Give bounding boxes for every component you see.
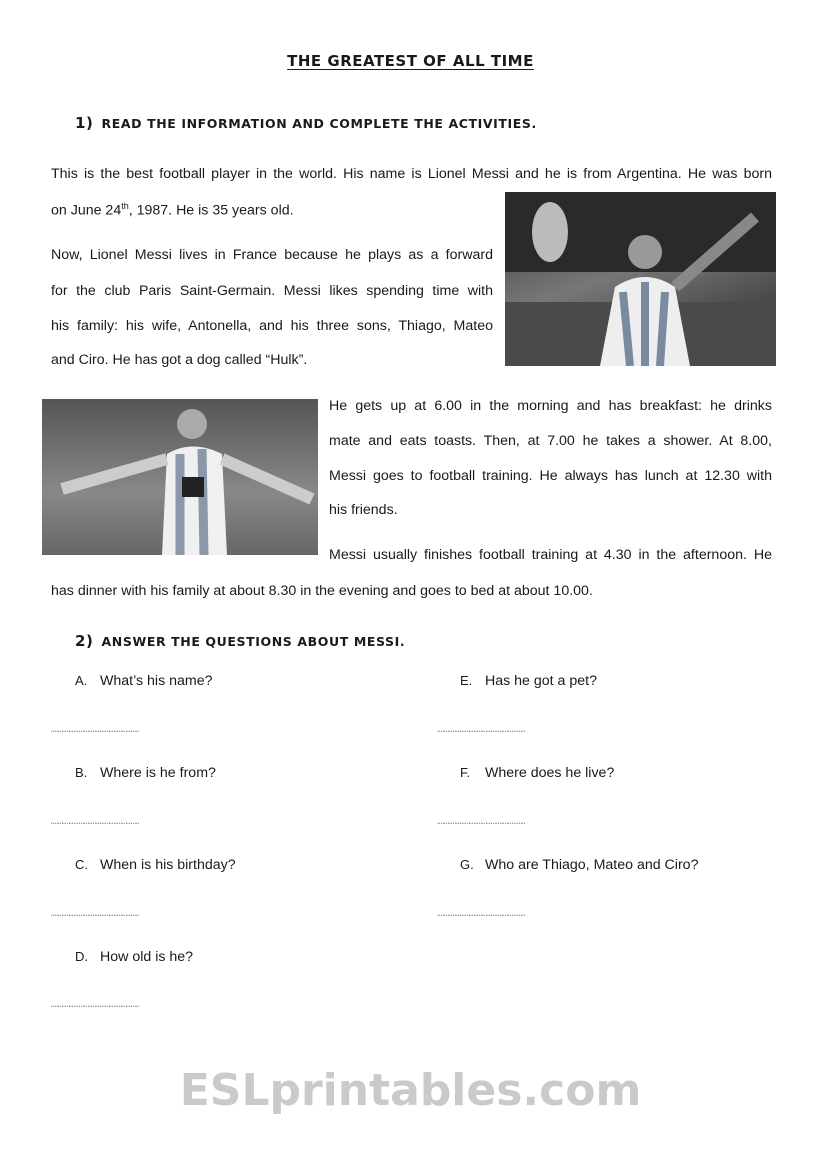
paragraph2-line: Now, Lionel Messi lives in France because he plays as a forward bbox=[51, 247, 493, 263]
question-letter: G. bbox=[460, 857, 474, 872]
paragraph3-line: He gets up at 6.00 in the morning and has breakfast: he drinks bbox=[329, 398, 772, 414]
photo-illustration bbox=[505, 192, 776, 366]
photo-illustration bbox=[42, 399, 318, 555]
question-text: Where is he from? bbox=[100, 765, 216, 781]
answer-line-c[interactable]: …………………………………………… bbox=[51, 904, 140, 919]
page-title bbox=[0, 52, 821, 70]
paragraph2-line: his family: his wife, Antonella, and his three sons, Thiago, Mateo bbox=[51, 318, 493, 334]
question-letter: C. bbox=[75, 857, 88, 872]
paragraph3-line: Messi goes to football training. He always has lunch at 12.30 with bbox=[329, 468, 772, 484]
question-b bbox=[75, 765, 216, 781]
question-letter: B. bbox=[75, 765, 88, 780]
question-text: Has he got a pet? bbox=[485, 673, 598, 689]
paragraph1-line bbox=[51, 201, 294, 219]
paragraph2-line: and Ciro. He has got a dog called “Hulk”. bbox=[51, 352, 308, 368]
messi-trophy-photo bbox=[505, 192, 776, 366]
paragraph1-line: This is the best football player in the world. His name is Lionel Messi and he is from Argentina. He was born bbox=[51, 166, 772, 182]
question-text: Where does he live? bbox=[485, 765, 615, 781]
question-text: When is his birthday? bbox=[100, 857, 236, 873]
answer-line-d[interactable]: …………………………………………… bbox=[51, 995, 140, 1010]
question-g bbox=[460, 857, 698, 873]
section-2-heading bbox=[75, 632, 405, 650]
text: on June 24 bbox=[51, 202, 122, 219]
question-c bbox=[75, 857, 236, 873]
paragraph4-line: has dinner with his family at about 8.30 in the evening and goes to bed at about 10.00. bbox=[51, 583, 593, 599]
question-text: How old is he? bbox=[100, 949, 194, 965]
section-number: 1) bbox=[75, 114, 94, 132]
watermark: ESLprintables.com bbox=[179, 1065, 642, 1116]
answer-line-a[interactable]: …………………………………………… bbox=[51, 720, 140, 735]
question-letter: D. bbox=[75, 949, 88, 964]
messi-celebration-photo bbox=[42, 399, 318, 555]
text: , 1987. He is 35 years old. bbox=[128, 202, 294, 219]
answer-line-b[interactable]: …………………………………………… bbox=[51, 812, 140, 827]
superscript: th bbox=[121, 201, 129, 211]
question-a bbox=[75, 673, 213, 689]
question-text: What’s his name? bbox=[100, 673, 213, 689]
question-f bbox=[460, 765, 614, 781]
section-heading-text: READ THE INFORMATION AND COMPLETE THE ACTIVITIES. bbox=[101, 116, 537, 131]
page-title-text: THE GREATEST OF ALL TIME bbox=[287, 52, 534, 70]
paragraph4-line: Messi usually finishes football training at 4.30 in the afternoon. He bbox=[329, 547, 772, 563]
question-letter: A. bbox=[75, 673, 88, 688]
paragraph3-line: his friends. bbox=[329, 502, 398, 518]
section-heading-text: ANSWER THE QUESTIONS ABOUT MESSI. bbox=[101, 634, 406, 649]
paragraph3-line: mate and eats toasts. Then, at 7.00 he takes a shower. At 8.00, bbox=[329, 433, 772, 449]
answer-line-e[interactable]: …………………………………………… bbox=[437, 720, 526, 735]
paragraph2-line: for the club Paris Saint-Germain. Messi likes spending time with bbox=[51, 283, 493, 299]
question-text: Who are Thiago, Mateo and Ciro? bbox=[485, 857, 699, 873]
question-d bbox=[75, 949, 193, 965]
question-letter: E. bbox=[460, 673, 473, 688]
section-1-heading bbox=[75, 114, 537, 132]
answer-line-f[interactable]: …………………………………………… bbox=[437, 812, 526, 827]
question-letter: F. bbox=[460, 765, 471, 780]
section-number: 2) bbox=[75, 632, 94, 650]
answer-line-g[interactable]: …………………………………………… bbox=[437, 904, 526, 919]
question-e bbox=[460, 673, 597, 689]
